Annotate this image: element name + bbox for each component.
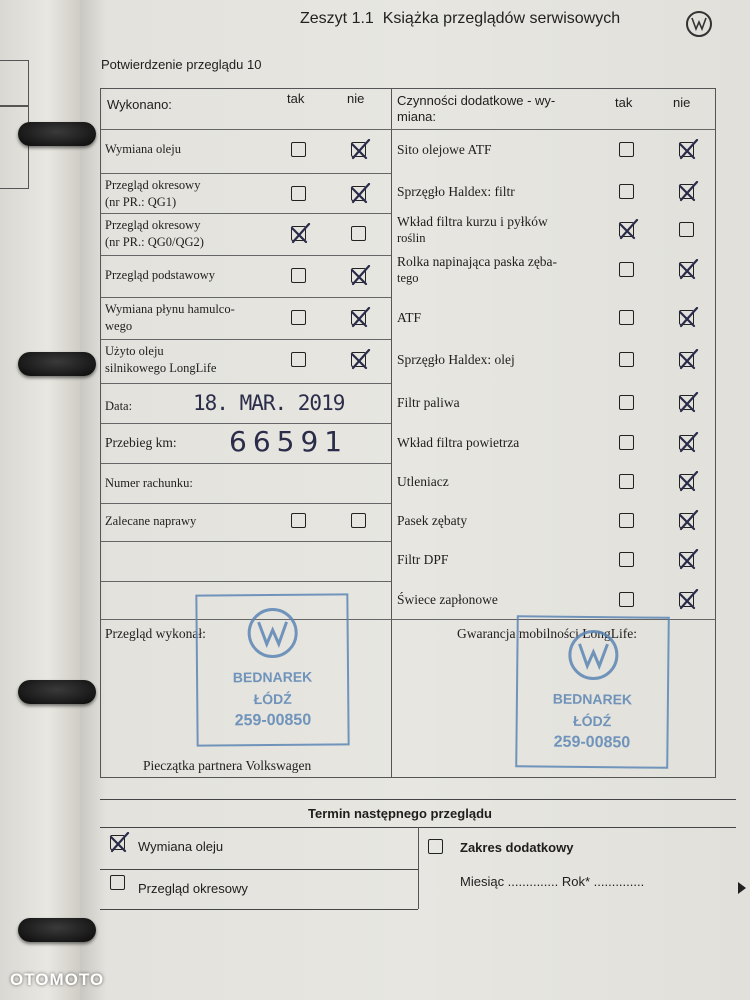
wykonano-row-sublabel: wego [105,319,133,333]
handwritten-check-icon [677,349,699,371]
handwritten-check-icon [677,471,699,493]
previous-page-edge [0,0,80,1000]
stamp-line1: BEDNAREK [552,690,633,708]
czynnosci-row-label: Sprzęgło Haldex: filtr [397,184,515,199]
stamp-line3: 259-00850 [234,711,312,730]
wykonano-tak-checkbox[interactable] [291,310,306,325]
wykonano-nie-checkbox[interactable] [351,352,366,367]
row-divider [101,339,391,340]
czynnosci-tak-checkbox[interactable] [619,352,634,367]
right-col-nie: nie [673,95,691,110]
row-divider [101,213,391,214]
wykonano-row-sublabel: silnikowego LongLife [105,361,217,375]
section-top-border [100,799,736,800]
czynnosci-tak-checkbox[interactable] [619,222,634,237]
czynnosci-tak-checkbox[interactable] [619,184,634,199]
row-divider [101,581,391,582]
handwritten-date[interactable]: 18. MAR. 2019 [193,391,345,415]
czynnosci-tak-checkbox[interactable] [619,310,634,325]
czynnosci-nie-checkbox[interactable] [679,552,694,567]
czynnosci-row-label: Pasek zębaty [397,513,468,528]
next-service-title: Termin następnego przeglądu [308,806,492,821]
wykonano-row-label: Przegląd podstawowy [105,268,216,282]
czynnosci-heading-line1: Czynności dodatkowe - wy- [397,93,556,108]
row-divider [101,173,391,174]
handwritten-check-icon [349,307,371,329]
wykonano-tak-checkbox[interactable] [291,352,306,367]
stamp-vw-logo-icon [247,608,297,658]
next-przeglad-okresowy-checkbox[interactable] [110,875,125,890]
row-divider [391,129,715,130]
handwritten-mileage[interactable]: 66591 [229,425,349,458]
stamp-vw-logo-icon [568,630,619,681]
handwritten-check-icon [677,589,699,611]
left-col-nie: nie [347,91,365,106]
wykonano-nie-checkbox[interactable] [351,226,366,241]
wykonano-row-label: Przegląd okresowy [105,178,201,192]
czynnosci-tak-checkbox[interactable] [619,142,634,157]
row-divider [101,503,391,504]
czynnosci-row-label: Sprzęgło Haldex: olej [397,352,515,367]
row-divider [100,909,418,910]
handwritten-check-icon [349,349,371,371]
czynnosci-row-label: Rolka napinająca paska zęba- [397,254,558,269]
handwritten-check-icon [108,832,130,854]
wykonano-nie-checkbox[interactable] [351,310,366,325]
stamp-line2: ŁÓDŹ [253,690,292,708]
czynnosci-row-sublabel: tego [397,271,419,285]
previous-page-box [0,60,29,107]
przebieg-label: Przebieg km: [105,435,177,450]
column-divider [391,619,392,777]
vw-logo-icon [686,11,712,37]
handwritten-check-icon [677,259,699,281]
handwritten-check-icon [289,223,311,245]
row-divider [101,383,391,384]
wykonano-nie-checkbox[interactable] [351,268,366,283]
wykonano-tak-checkbox[interactable] [291,186,306,201]
row-divider [101,297,391,298]
czynnosci-nie-checkbox[interactable] [679,142,694,157]
czynnosci-tak-checkbox[interactable] [619,513,634,528]
next-wymiana-oleju-label: Wymiana oleju [138,839,224,854]
row-divider [101,463,391,464]
wykonano-row-label: Wymiana płynu hamulco- [105,302,235,316]
wykonano-nie-checkbox[interactable] [351,186,366,201]
wykonano-nie-checkbox[interactable] [351,142,366,157]
przeglad-wykonal-label: Przegląd wykonał: [105,626,206,641]
row-divider [101,423,391,424]
czynnosci-row-label: Wkład filtra powietrza [397,435,520,450]
wykonano-row-label: Wymiana oleju [105,142,181,156]
handwritten-check-icon [349,265,371,287]
header-title: Książka przeglądów serwisowych [382,10,621,27]
rachunek-label: Numer rachunku: [105,476,193,490]
binder-ring [18,122,96,146]
wykonano-row-label: Użyto oleju [105,344,164,358]
longlife-stamp [515,615,670,769]
dealer-stamp [195,593,349,746]
next-service-section [100,787,736,912]
czynnosci-nie-checkbox[interactable] [679,262,694,277]
stamp-line3: 259-00850 [553,733,631,752]
czynnosci-nie-checkbox[interactable] [679,474,694,489]
czynnosci-row-sublabel: roślin [397,231,426,245]
previous-page-box [0,105,29,189]
czynnosci-nie-checkbox[interactable] [679,184,694,199]
next-zakres-dodatkowy-checkbox[interactable] [428,839,443,854]
czynnosci-row-label: Wkład filtra kurzu i pyłków [397,214,548,229]
binder-ring [18,680,96,704]
left-col-tak: tak [287,91,305,106]
czynnosci-row-label: Sito olejowe ATF [397,142,492,157]
handwritten-check-icon [677,549,699,571]
wykonano-tak-checkbox[interactable] [291,226,306,241]
wykonano-row-label: Przegląd okresowy [105,218,201,232]
czynnosci-heading-line2: miana: [397,109,437,124]
zeszyt-label: Zeszyt 1.1 [300,10,374,27]
handwritten-check-icon [349,139,371,161]
column-divider [391,89,392,619]
gwarancja-label: Gwarancja mobilności LongLife: [457,626,637,641]
row-divider [100,869,418,870]
czynnosci-nie-checkbox[interactable] [679,352,694,367]
czynnosci-nie-checkbox[interactable] [679,592,694,607]
binder-ring [18,918,96,942]
data-label: Data: [105,399,133,413]
wykonano-tak-checkbox[interactable] [291,268,306,283]
page-header [300,10,620,28]
czynnosci-nie-checkbox[interactable] [679,513,694,528]
right-col-tak: tak [615,95,633,110]
czynnosci-tak-checkbox[interactable] [619,395,634,410]
binder-ring [18,352,96,376]
czynnosci-tak-checkbox[interactable] [619,592,634,607]
czynnosci-nie-checkbox[interactable] [679,310,694,325]
next-wymiana-oleju-checkbox[interactable] [110,835,125,850]
wykonano-heading: Wykonano: [107,97,172,112]
zalecane-nie-checkbox[interactable] [351,513,366,528]
pieczatka-label: Pieczątka partnera Volkswagen [143,758,312,773]
next-zakres-dodatkowy-label: Zakres dodatkowy [460,840,574,855]
section-title: Potwierdzenie przeglądu 10 [101,57,262,72]
handwritten-check-icon [677,510,699,532]
handwritten-check-icon [677,307,699,329]
czynnosci-row-label: Utleniacz [397,474,449,489]
czynnosci-tak-checkbox[interactable] [619,262,634,277]
wykonano-row-sublabel: (nr PR.: QG1) [105,195,177,209]
column-divider [418,827,419,909]
wykonano-tak-checkbox[interactable] [291,142,306,157]
czynnosci-tak-checkbox[interactable] [619,435,634,450]
handwritten-check-icon [349,183,371,205]
next-page-arrow-icon [738,882,746,894]
czynnosci-nie-checkbox[interactable] [679,222,694,237]
row-divider [101,129,391,130]
stamp-line2: ŁÓDŹ [573,712,612,730]
czynnosci-nie-checkbox[interactable] [679,435,694,450]
service-confirmation-table [100,88,716,778]
row-divider [101,541,391,542]
handwritten-check-icon [677,432,699,454]
zalecane-tak-checkbox[interactable] [291,513,306,528]
handwritten-check-icon [677,181,699,203]
czynnosci-tak-checkbox[interactable] [619,552,634,567]
czynnosci-nie-checkbox[interactable] [679,395,694,410]
miesiac-rok-field[interactable]: Miesiąc .............. Rok* .............. [460,874,645,889]
handwritten-check-icon [677,139,699,161]
czynnosci-tak-checkbox[interactable] [619,474,634,489]
czynnosci-row-label: Świece zapłonowe [397,592,498,607]
czynnosci-row-label: ATF [397,310,422,325]
otomoto-watermark: OTOMOTO [10,970,105,989]
handwritten-check-icon [677,392,699,414]
row-divider [101,255,391,256]
wykonano-row-sublabel: (nr PR.: QG0/QG2) [105,235,204,249]
next-przeglad-okresowy-label: Przegląd okresowy [138,881,248,896]
zalecane-label: Zalecane naprawy [105,514,197,528]
czynnosci-row-label: Filtr paliwa [397,395,460,410]
stamp-line1: BEDNAREK [232,668,313,686]
handwritten-check-icon [617,219,639,241]
czynnosci-row-label: Filtr DPF [397,552,449,567]
